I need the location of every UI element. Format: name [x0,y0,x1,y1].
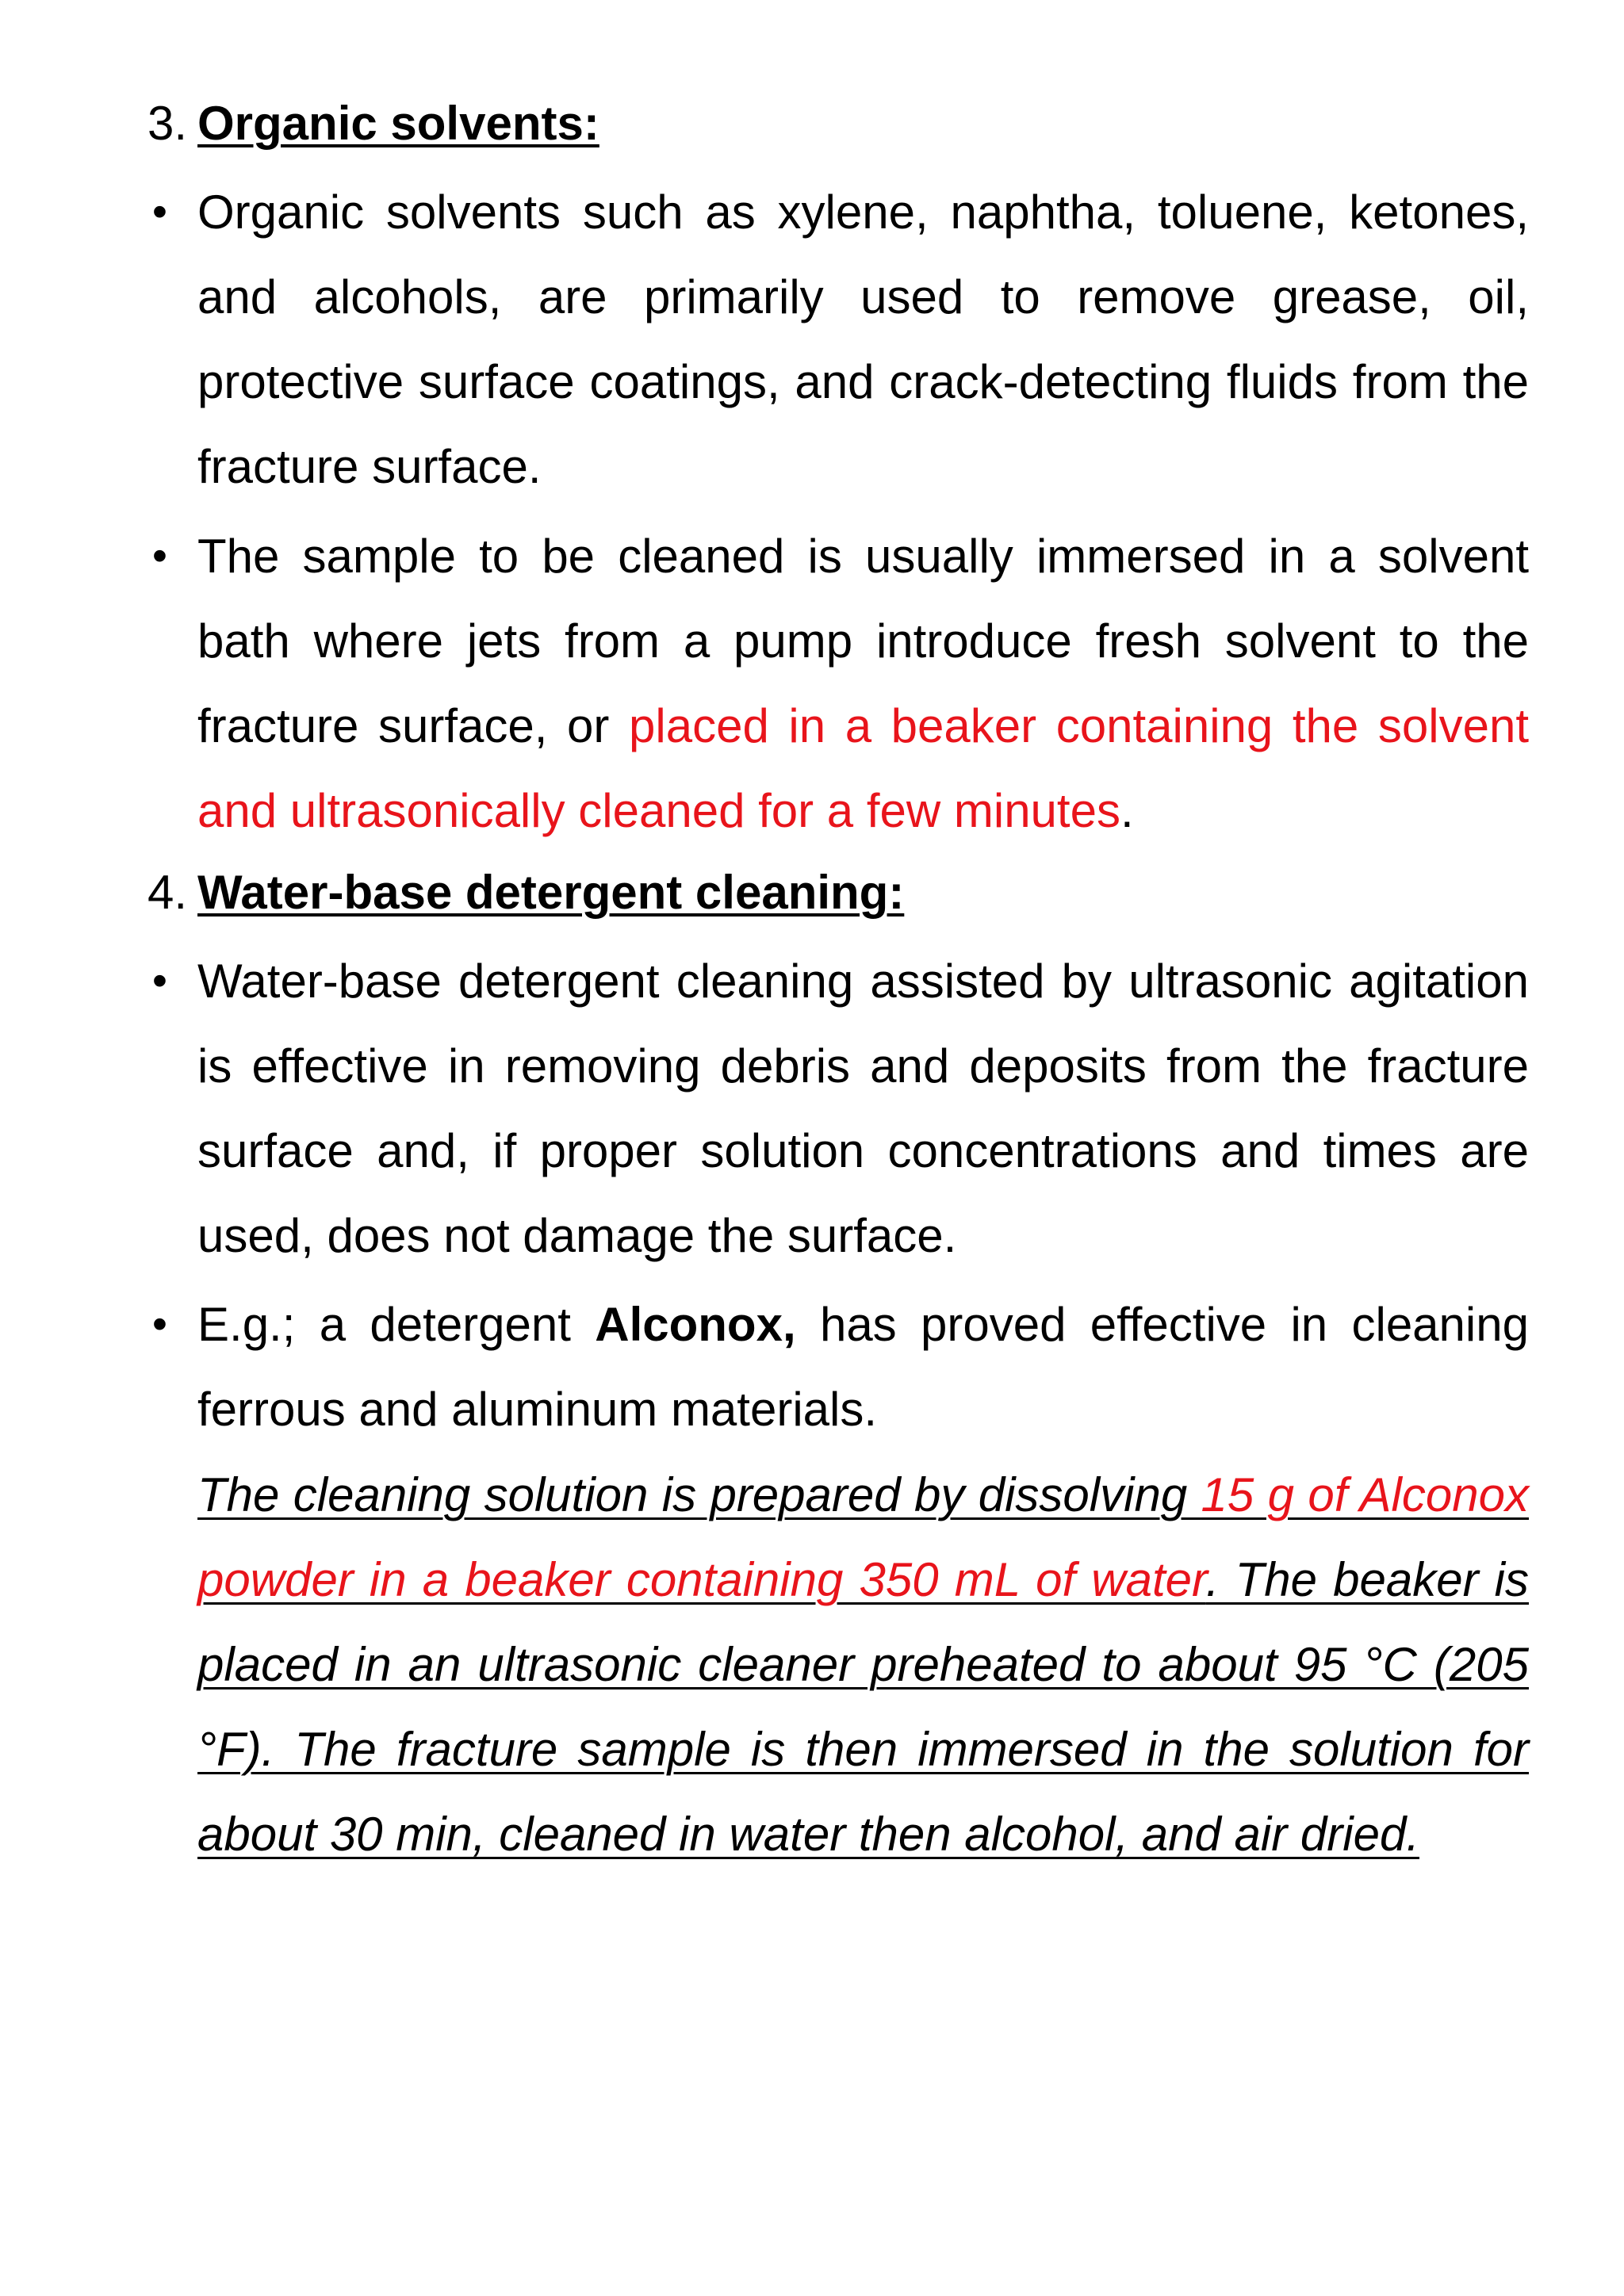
section-heading-water-base [147,850,904,935]
bullet-icon: • [152,957,167,1004]
bullet-text-end: . [1120,784,1134,837]
bullet-item-solvent-bath [147,514,1529,853]
bullet-text-plain: E.g.; a detergent [197,1298,596,1351]
bullet-item-organic-solvents-uses [147,170,1529,509]
bullet-text-plain-2: has proved effective in cleaning ferrous and aluminum materials. [197,1298,1529,1436]
section-title: Water-base detergent cleaning: [197,866,905,919]
procedure-text-highlight: 15 g of Alconox powder in a beaker containing 350 mL of water [197,1468,1529,1606]
section-number: 4. [147,866,188,919]
bullet-item-alconox-example [147,1282,1529,1452]
bullet-text [197,514,1529,853]
procedure-text-plain: The cleaning solution is prepared by dissolving [197,1468,1201,1521]
bullet-icon: • [152,532,167,580]
section-number: 3. [147,97,188,150]
bullet-text-plain: The sample to be cleaned is usually immersed in a solvent bath where jets from a pump introduce fresh solvent to the fracture surface, or [197,530,1529,752]
bullet-icon: • [152,188,167,235]
section-heading-organic-solvents [147,81,599,166]
bullet-text-highlight: placed in a beaker containing the solvent and ultrasonically cleaned for a few minutes [197,699,1529,837]
procedure-text-plain-2: . The beaker is placed in an ultrasonic cleaner preheated to about 95 °C (205 °F). The fracture sample is then immersed in the solution for about 30 min, cleaned in water then alcohol, and air dried. [197,1553,1530,1861]
bullet-text: Organic solvents such as xylene, naphtha, toluene, ketones, and alcohols, are primarily used to remove grease, oil, protective surface coatings, and crack-detecting fluids from the fracture surface. [197,186,1529,493]
bullet-text [197,1282,1529,1452]
bullet-text: Water-base detergent cleaning assisted by ultrasonic agitation is effective in removing debris and deposits from the fracture surface and, if proper solution concentrations and times are used, does not damage the surface. [197,955,1529,1262]
procedure-paragraph [197,1452,1529,1877]
bullet-icon: • [152,1300,167,1348]
section-title: Organic solvents: [197,97,599,150]
bullet-item-detergent-cleaning [147,939,1529,1278]
bullet-text-bold: Alconox, [595,1298,796,1351]
